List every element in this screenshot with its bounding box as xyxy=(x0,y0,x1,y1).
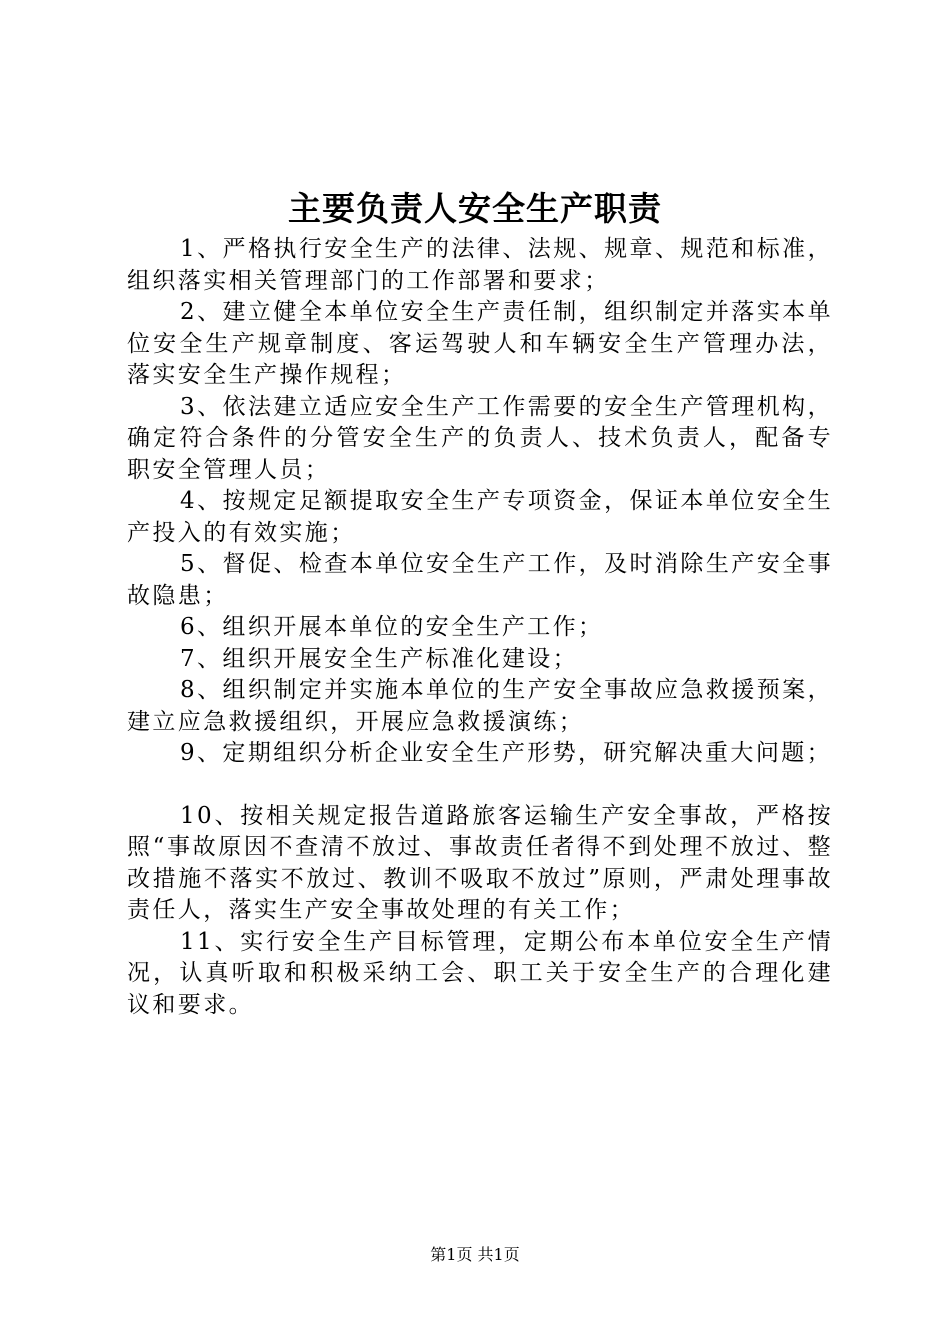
paragraph-3: 3、依法建立适应安全生产工作需要的安全生产管理机构，确定符合条件的分管安全生产的负责人、技术负责人，配备专职安全管理人员； xyxy=(127,393,833,483)
paragraph-4: 4、按规定足额提取安全生产专项资金，保证本单位安全生产投入的有效实施； xyxy=(127,488,833,546)
paragraph-7: 7、组织开展安全生产标准化建设； xyxy=(180,645,579,672)
page-footer: 第1页 共1页 xyxy=(430,1245,520,1264)
document-title: 主要负责人安全生产职责 xyxy=(288,189,662,228)
paragraph-1: 1、严格执行安全生产的法律、法规、规章、规范和标准，组织落实相关管理部门的工作部署和要求； xyxy=(127,236,833,294)
paragraph-11: 11、实行安全生产目标管理，定期公布本单位安全生产情况，认真听取和积极采纳工会、职工关于安全生产的合理化建议和要求。 xyxy=(127,928,833,1018)
paragraph-8: 8、组织制定并实施本单位的生产安全事故应急救援预案，建立应急救援组织，开展应急救援演练； xyxy=(127,677,833,735)
document-body xyxy=(127,234,833,1021)
paragraph-6: 6、组织开展本单位的安全生产工作； xyxy=(180,614,604,640)
paragraph-10: 10、按相关规定报告道路旅客运输生产安全事故，严格按照“事故原因不查清不放过、事故责任者得不到处理不放过、整改措施不落实不放过、教训不吸取不放过”原则，严肃处理事故责任人，落实生产安全事故处理的有关工作； xyxy=(127,802,833,923)
paragraph-2: 2、建立健全本单位安全生产责任制，组织制定并落实本单位安全生产规章制度、客运驾驶人和车辆安全生产管理办法，落实安全生产操作规程； xyxy=(127,299,833,388)
paragraph-9: 9、定期组织分析企业安全生产形势，研究解决重大问题； xyxy=(180,740,833,766)
paragraph-5: 5、督促、检查本单位安全生产工作，及时消除生产安全事故隐患； xyxy=(127,551,833,609)
